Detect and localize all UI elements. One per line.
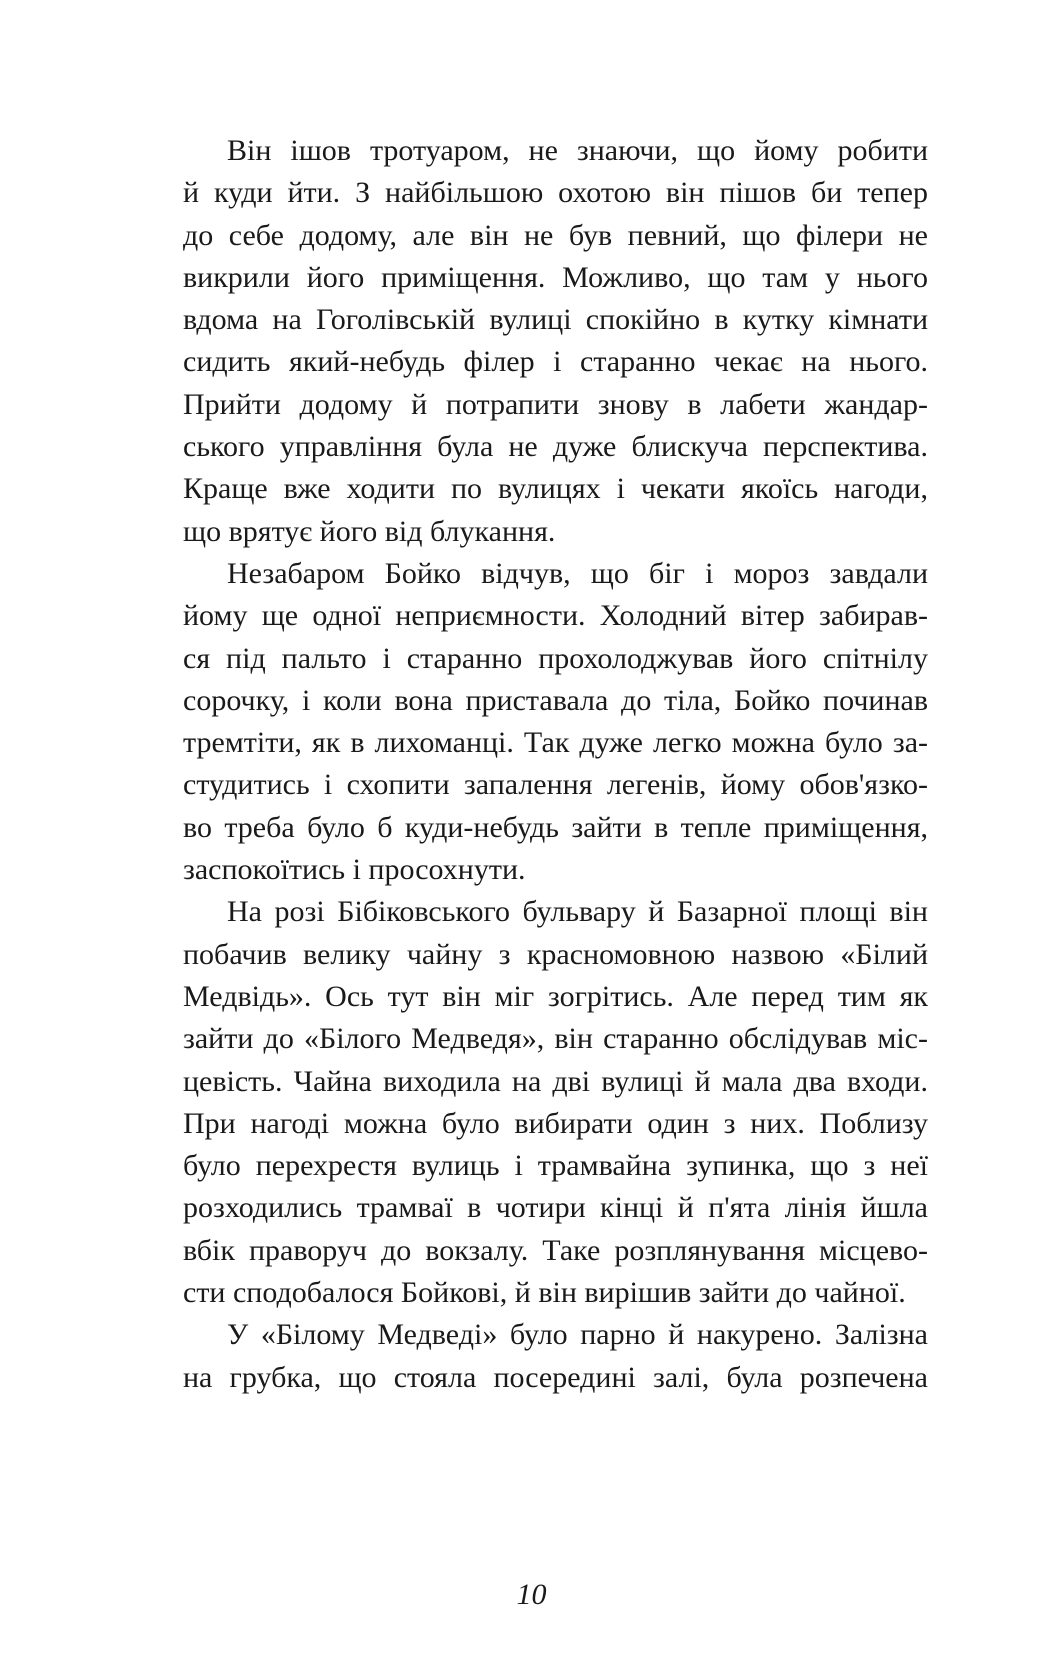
- page-number: 10: [516, 1578, 547, 1611]
- text-line: Медвідь». Ось тут він міг зогрітись. Але перед тим як: [183, 979, 928, 1013]
- text-line: сти сподобалося Бойкові, й він вирішив зайти до чайної.: [183, 1276, 906, 1310]
- text-line: на грубка, що стояла посередині залі, була розпечена: [183, 1360, 928, 1394]
- text-line: зайти до «Білого Медведя», він старанно обслідував міс-: [183, 1022, 928, 1056]
- text-line: було перехрестя вулиць і трамвайна зупинка, що з неї: [183, 1149, 928, 1183]
- body-text: [183, 130, 928, 1399]
- text-line: При нагоді можна було вибирати один з них. Поблизу: [183, 1106, 928, 1140]
- text-line: студитись і схопити запалення легенів, йому обов'язко-: [183, 768, 928, 802]
- text-line: У «Білому Медведі» було парно й накурено. Залізна: [227, 1318, 928, 1352]
- text-line: ського управління була не дуже блискуча перспектива.: [183, 430, 928, 464]
- text-line: сидить який-небудь філер і старанно чекає на нього.: [183, 345, 928, 379]
- text-line: На розі Бібіковського бульвару й Базарної площі він: [227, 895, 928, 929]
- text-line: Він ішов тротуаром, не знаючи, що йому робити: [227, 134, 928, 167]
- text-line: побачив велику чайну з красномовною назвою «Білий: [183, 937, 928, 971]
- text-line: во треба було б куди-небудь зайти в тепле приміщення,: [183, 810, 928, 844]
- text-line: йому ще одної неприємности. Холодний вітер забирав-: [183, 599, 928, 633]
- paragraph: [183, 130, 928, 553]
- text-line: вбік праворуч до вокзалу. Таке розплянування місцево-: [183, 1233, 928, 1267]
- text-line: вдома на Гоголівській вулиці спокійно в кутку кімнати: [183, 303, 928, 337]
- text-line: розходились трамваї в чотири кінці й п'ята лінія йшла: [183, 1191, 928, 1225]
- text-line: Незабаром Бойко відчув, що біг і мороз завдали: [227, 556, 928, 590]
- text-line: що врятує його від блукання.: [183, 514, 556, 548]
- text-line: й куди йти. З найбільшою охотою він пішов би тепер: [183, 176, 928, 210]
- paragraph: [183, 1314, 928, 1399]
- text-line: сорочку, і коли вона приставала до тіла, Бойко починав: [183, 683, 928, 717]
- text-line: до себе додому, але він не був певний, що філери не: [183, 218, 928, 252]
- text-line: заспокоїтись і просохнути.: [183, 853, 526, 887]
- text-line: Прийти додому й потрапити знову в лабети жандар-: [183, 387, 928, 421]
- text-line: Краще вже ходити по вулицях і чекати якоїсь нагоди,: [183, 472, 928, 506]
- text-line: викрили його приміщення. Можливо, що там у нього: [183, 260, 928, 294]
- paragraph: [183, 891, 928, 1314]
- text-line: ся під пальто і старанно прохолоджував його спітнілу: [183, 641, 928, 675]
- text-line: цевість. Чайна виходила на дві вулиці й мала два входи.: [183, 1064, 928, 1098]
- paragraph: [183, 553, 928, 891]
- text-line: тремтіти, як в лихоманці. Так дуже легко можна було за-: [183, 726, 928, 760]
